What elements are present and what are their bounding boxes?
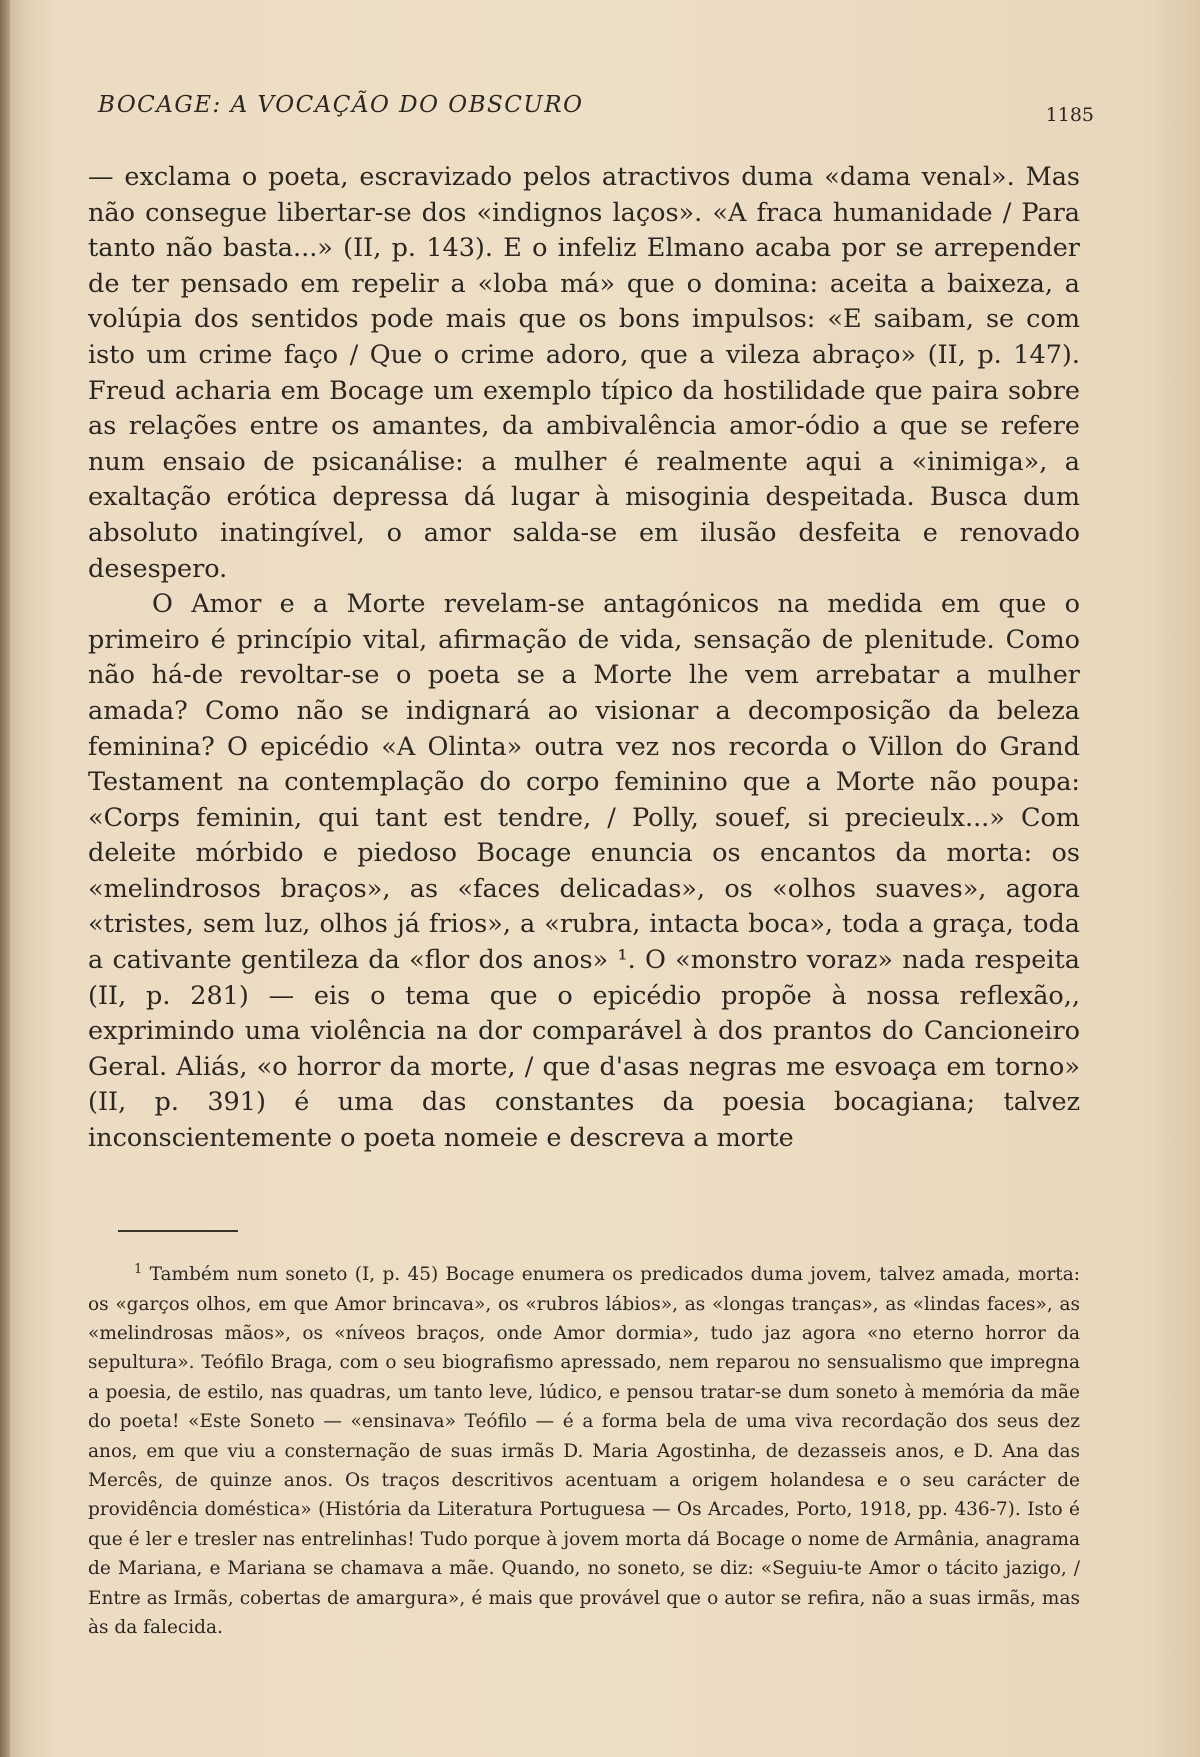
- running-head: BOCAGE: A VOCAÇÃO DO OBSCURO: [98, 92, 584, 118]
- footnote-marker: 1: [134, 1262, 143, 1277]
- footnote-separator: [118, 1230, 238, 1232]
- footnote-text: Também num soneto (I, p. 45) Bocage enumera os predicados duma jovem, talvez amada, morta: os «garços olhos, em que Amor brincava», os «rubros lábios», as «longas tranças», as «lindas faces», as «melindrosas mãos», os «níveos braços, onde Amor dormia», tudo jaz agora «no eterno horror da sepultura». Teófilo Braga, com o seu biografismo apressado, nem reparou no sensualismo que impregna a poesia, de estilo, nas quadras, um tanto leve, lúdico, e pensou tratar-se dum soneto à memória da mãe do poeta! «Este Soneto — «ensinava» Teófilo — é a forma bela de uma viva recordação dos seus dez anos, em que viu a consternação de suas irmãs D. Maria Agostinha, de dezasseis anos, e D. Ana das Mercês, de quinze anos. Os traços descritivos acentuam a origem holandesa e o seu carácter de providência doméstica» (História da Literatura Portuguesa — Os Arcades, Porto, 1918, pp. 436-7). Isto é que é ler e tresler nas entrelinhas! Tudo porque à jovem morta dá Bocage o nome de Armânia, anagrama de Mariana, e Mariana se chamava a mãe. Quando, no soneto, se diz: «Seguiu-te Amor o tácito jazigo, / Entre as Irmãs, cobertas de amargura», é mais que provável que o autor se refira, não a suas irmãs, mas às da falecida.: [88, 1264, 1080, 1639]
- page-number: 1185: [1045, 104, 1094, 126]
- main-text: [88, 160, 1080, 1157]
- paragraph-1: — exclama o poeta, escravizado pelos atractivos duma «dama venal». Mas não consegue libertar-se dos «indignos laços». «A fraca humanidade / Para tanto não basta...» (II, p. 143). E o infeliz Elmano acaba por se arrepender de ter pensado em repelir a «loba má» que o domina: aceita a baixeza, a volúpia dos sentidos pode mais que os bons impulsos: «E saibam, se com isto um crime faço / Que o crime adoro, que a vileza abraço» (II, p. 147). Freud acharia em Bocage um exemplo típico da hostilidade que paira sobre as relações entre os amantes, da ambivalência amor-ódio a que se refere num ensaio de psicanálise: a mulher é realmente aqui a «inimiga», a exaltação erótica depressa dá lugar à misoginia despeitada. Busca dum absoluto inatingível, o amor salda-se em ilusão desfeita e renovado desespero.: [88, 162, 1080, 584]
- paragraph-2: O Amor e a Morte revelam-se antagónicos na medida em que o primeiro é princípio vital, afirmação de vida, sensação de plenitude. Como não há-de revoltar-se o poeta se a Morte lhe vem arrebatar a mulher amada? Como não se indignará ao visionar a decomposição da beleza feminina? O epicédio «A Olinta» outra vez nos recorda o Villon do Grand Testament na contemplação do corpo feminino que a Morte não poupa: «Corps feminin, qui tant est tendre, / Polly, souef, si precieulx...» Com deleite mórbido e piedoso Bocage enuncia os encantos da morta: os «melindrosos braços», as «faces delicadas», os «olhos suaves», agora «tristes, sem luz, olhos já frios», a «rubra, intacta boca», toda a graça, toda a cativante gentileza da «flor dos anos» ¹. O «monstro voraz» nada respeita (II, p. 281) — eis o tema que o epicédio propõe à nossa reflexão,, exprimindo uma violência na dor comparável à dos prantos do Cancioneiro Geral. Aliás, «o horror da morte, / que d'asas negras me esvoaça em torno» (II, p. 391) é uma das constantes da poesia bocagiana; talvez inconscientemente o poeta nomeie e descreva a morte: [88, 589, 1080, 1154]
- page-header: [98, 92, 1094, 132]
- footnote: [88, 1255, 1080, 1642]
- footnote-paragraph: [88, 1255, 1080, 1642]
- book-spine-shadow: [0, 0, 10, 1757]
